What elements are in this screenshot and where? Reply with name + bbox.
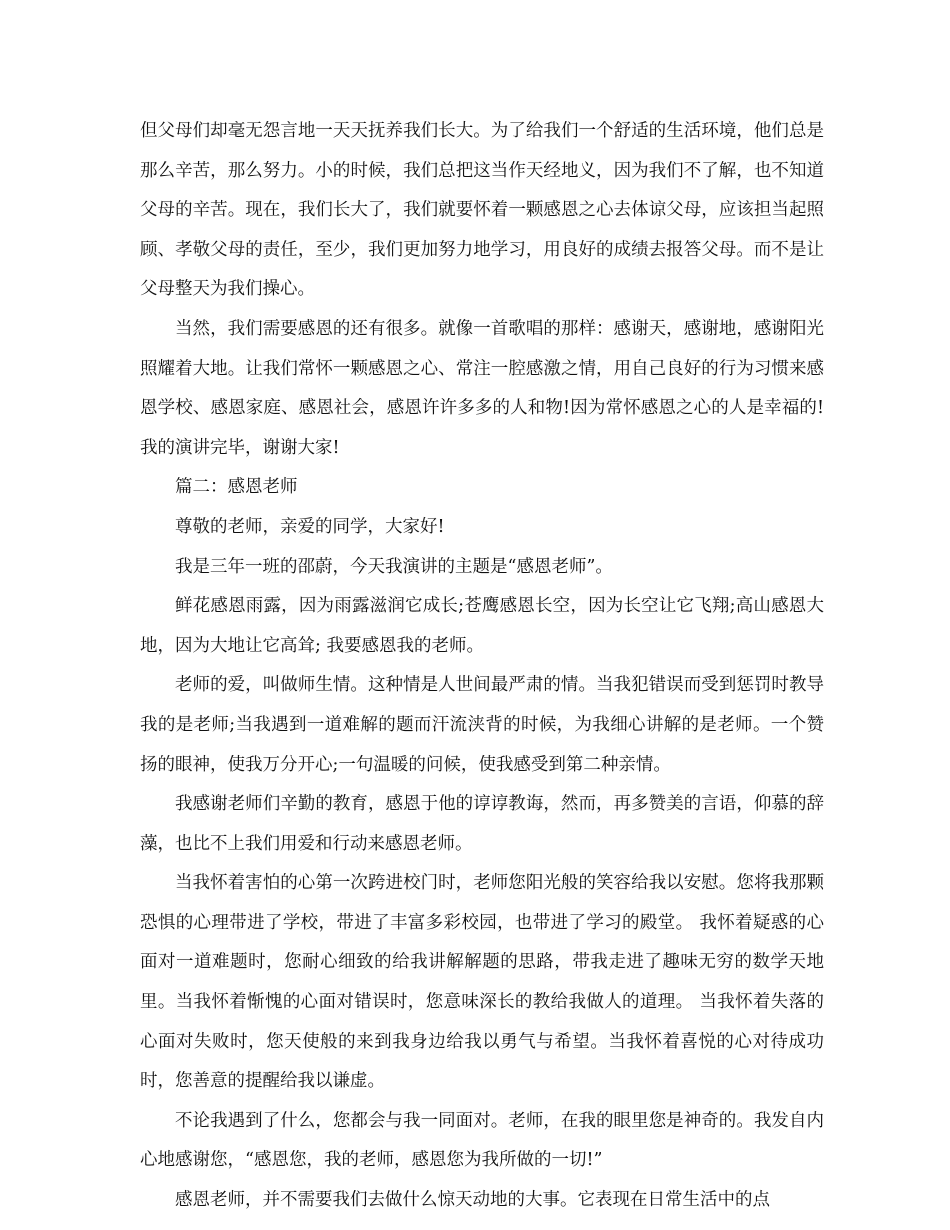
paragraph-2: 当然，我们需要感恩的还有很多。就像一首歌唱的那样：感谢天，感谢地，感谢阳光照耀着大地。让我们常怀一颗感恩之心、常注一腔感激之情，用自己良好的行为习惯来感恩学校、感恩家庭、感恩社会，感恩许许多多的人和物!因为常怀感恩之心的人是幸福的! 我的演讲完毕，谢谢大家! <box>140 318 824 458</box>
paragraph-11: 感恩老师，并不需要我们去做什么惊天动地的大事。它表现在日常生活中的点 <box>175 1190 770 1211</box>
paragraph-9: 当我怀着害怕的心第一次跨进校门时，老师您阳光般的笑容给我以安慰。您将我那颗恐惧的心理带进了学校，带进了丰富多彩校园，也带进了学习的殿堂。 我怀着疑惑的心面对一道难题时，您耐心细致的给我讲解解题的思路，带我走进了趣味无穷的数学天地里。当我怀着惭愧的心面对错误时，您意味深长的教给我做人的道理。 当我怀着失落的心面对失败时，您天使般的来到我身边给我以勇气与希望。当我怀着喜悦的心对待成功时，您善意的提醒给我以谦虚。 <box>140 873 824 1092</box>
paragraph-10: 不论我遇到了什么，您都会与我一同面对。老师，在我的眼里您是神奇的。我发自内心地感谢您，“感恩您，我的老师，感恩您为我所做的一切!” <box>140 1110 824 1171</box>
paragraph-6: 鲜花感恩雨露，因为雨露滋润它成长;苍鹰感恩长空，因为长空让它飞翔;高山感恩大地，因为大地让它高耸; 我要感恩我的老师。 <box>140 596 824 656</box>
paragraph-1: 但父母们却毫无怨言地一天天抚养我们长大。为了给我们一个舒适的生活环境，他们总是那么辛苦，那么努力。小的时候，我们总把这当作天经地义，因为我们不了解，也不知道父母的辛苦。现在，我们长大了，我们就要怀着一颗感恩之心去体谅父母，应该担当起照顾、孝敬父母的责任，至少，我们更加努力地学习，用良好的成绩去报答父母。而不是让父母整天为我们操心。 <box>140 121 824 300</box>
paragraph-7: 老师的爱，叫做师生情。这种情是人世间最严肃的情。当我犯错误而受到惩罚时教导我的是老师;当我遇到一道难解的题而汗流浃背的时候，为我细心讲解的是老师。一个赞扬的眼神，使我万分开心;一句温暖的问候，使我感受到第二种亲情。 <box>140 675 824 775</box>
paragraph-8: 我感谢老师们辛勤的教育，感恩于他的谆谆教诲，然而，再多赞美的言语，仰慕的辞藻，也比不上我们用爱和行动来感恩老师。 <box>140 794 824 854</box>
greeting-paragraph: 尊敬的老师，亲爱的同学，大家好! <box>175 516 445 537</box>
paragraph-5: 我是三年一班的邵蔚，今天我演讲的主题是“感恩老师”。 <box>175 556 613 577</box>
document-body <box>140 112 824 1221</box>
section-heading: 篇二：感恩老师 <box>175 477 298 498</box>
